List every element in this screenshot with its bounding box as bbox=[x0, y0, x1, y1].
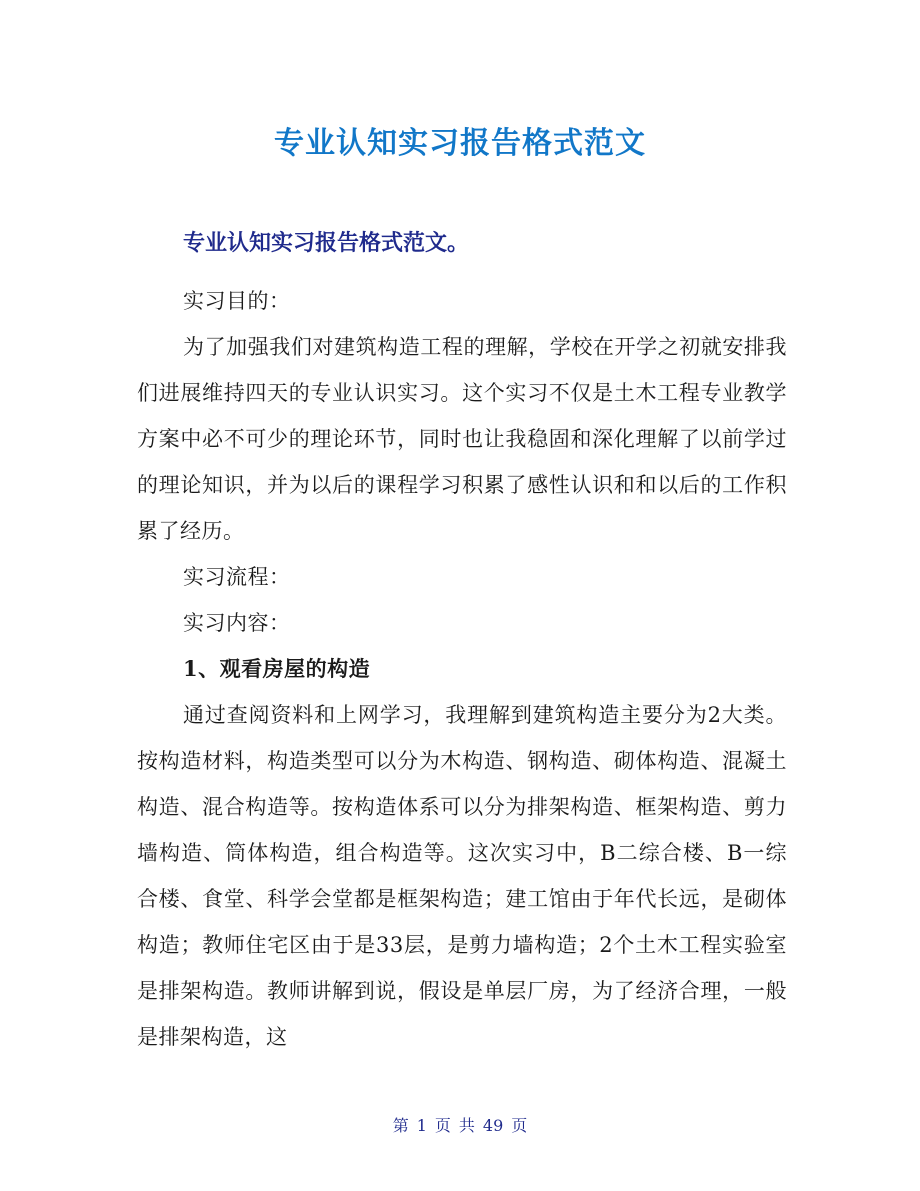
footer-current-page: 1 bbox=[416, 1116, 427, 1135]
footer-label-unit2: 页 bbox=[511, 1116, 528, 1135]
paragraph-purpose-label: 实习目的： bbox=[183, 289, 291, 313]
paragraph-content-label: 实习内容： bbox=[183, 611, 291, 635]
page-footer bbox=[0, 1113, 920, 1136]
footer-label-page: 第 bbox=[392, 1116, 409, 1135]
footer-total-pages: 49 bbox=[482, 1116, 504, 1135]
document-subtitle: 专业认知实习报告格式范文。 bbox=[183, 231, 470, 256]
section-paragraph: 通过查阅资料和上网学习，我理解到建筑构造主要分为2大类。按构造材料，构造类型可以分为木构造、钢构造、砌体构造、混凝土构造、混合构造等。按构造体系可以分为排架构造、框架构造、剪力墙构造、筒体构造，组合构造等。这次实习中，B二综合楼、B一综合楼、食堂、科学会堂都是框架构造；建工馆由于年代长远，是砌体构造；教师住宅区由于是33层，是剪力墙构造；2个土木工程实验室是排架构造。教师讲解到说，假设是单层厂房，为了经济合理，一般是排架构造，这 bbox=[137, 703, 787, 1049]
paragraph-process-label: 实习流程： bbox=[183, 565, 291, 589]
paragraph-purpose: 为了加强我们对建筑构造工程的理解，学校在开学之初就安排我们进展维持四天的专业认识实习。这个实习不仅是土木工程专业教学方案中必不可少的理论环节，同时也让我稳固和深化理解了以前学过的理论知识，并为以后的课程学习积累了感性认识和和以后的工作积累了经历。 bbox=[137, 335, 787, 543]
document-title: 专业认知实习报告格式范文 bbox=[274, 126, 646, 161]
footer-label-unit: 页 bbox=[434, 1116, 451, 1135]
footer-label-total: 共 bbox=[458, 1116, 475, 1135]
section-heading: 1、观看房屋的构造 bbox=[183, 656, 371, 681]
document-body bbox=[137, 278, 787, 1060]
